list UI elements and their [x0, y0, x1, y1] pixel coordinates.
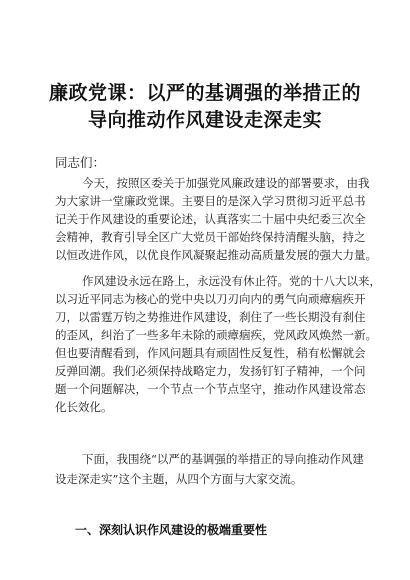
- document-title-line-1: 廉政党课：以严的基调强的举措正的: [48, 82, 361, 104]
- paragraph-2-line-6: 反弹回潮。我们必须保持战略定力，发扬钉钉子精神，一个问: [55, 364, 366, 378]
- paragraph-2-line-8: 化长效化。: [55, 400, 113, 414]
- paragraph-2-line-5: 但也要清醒看到，作风问题具有顽固性反复性，稍有松懈就会: [55, 346, 366, 360]
- paragraph-1-line-3: 记关于作风建设的重要论述，认真落实二十届中央纪委三次全: [55, 212, 366, 226]
- document-title-line-2: 导向推动作风建设走深走实: [87, 109, 322, 131]
- paragraph-2-line-2: 以习近平同志为核心的党中央以刀刃向内的勇气向顽瘴痼疾开: [55, 292, 366, 306]
- paragraph-3-line-1: 下面，我围绕“以严的基调强的举措正的导向推动作风建: [82, 452, 364, 466]
- paragraph-2-line-3: 刀，以雷霆万钧之势推进作风建设，刹住了一些长期没有刹住: [55, 310, 366, 324]
- section-heading-1: 一、深刻认识作风建设的极端重要性: [75, 523, 268, 537]
- paragraph-2-line-1: 作风建设永远在路上，永远没有休止符。党的十八大以来，: [82, 274, 381, 288]
- paragraph-3-line-2: 设走深走实”这个主题，从四个方面与大家交流。: [55, 472, 303, 486]
- paragraph-1-line-5: 以恒改进作风，以优良作风凝聚起推动高质量发展的强大力量。: [55, 248, 377, 262]
- paragraph-1-line-1: 今天，按照区委关于加强党风廉政建设的部署要求，由我: [82, 176, 370, 190]
- paragraph-2-line-7: 题一个问题解决，一个节点一个节点坚守，推动作风建设常态: [55, 382, 366, 396]
- greeting: 同志们：: [55, 155, 106, 170]
- paragraph-2-line-4: 的歪风，纠治了一些多年未除的顽瘴痼疾，党风政风焕然一新。: [55, 328, 377, 342]
- paragraph-1-line-2: 为大家讲一堂廉政党课。主要目的是深入学习贯彻习近平总书: [55, 194, 366, 208]
- paragraph-1-line-4: 会精神，教育引导全区广大党员干部始终保持清醒头脑，持之: [55, 230, 366, 244]
